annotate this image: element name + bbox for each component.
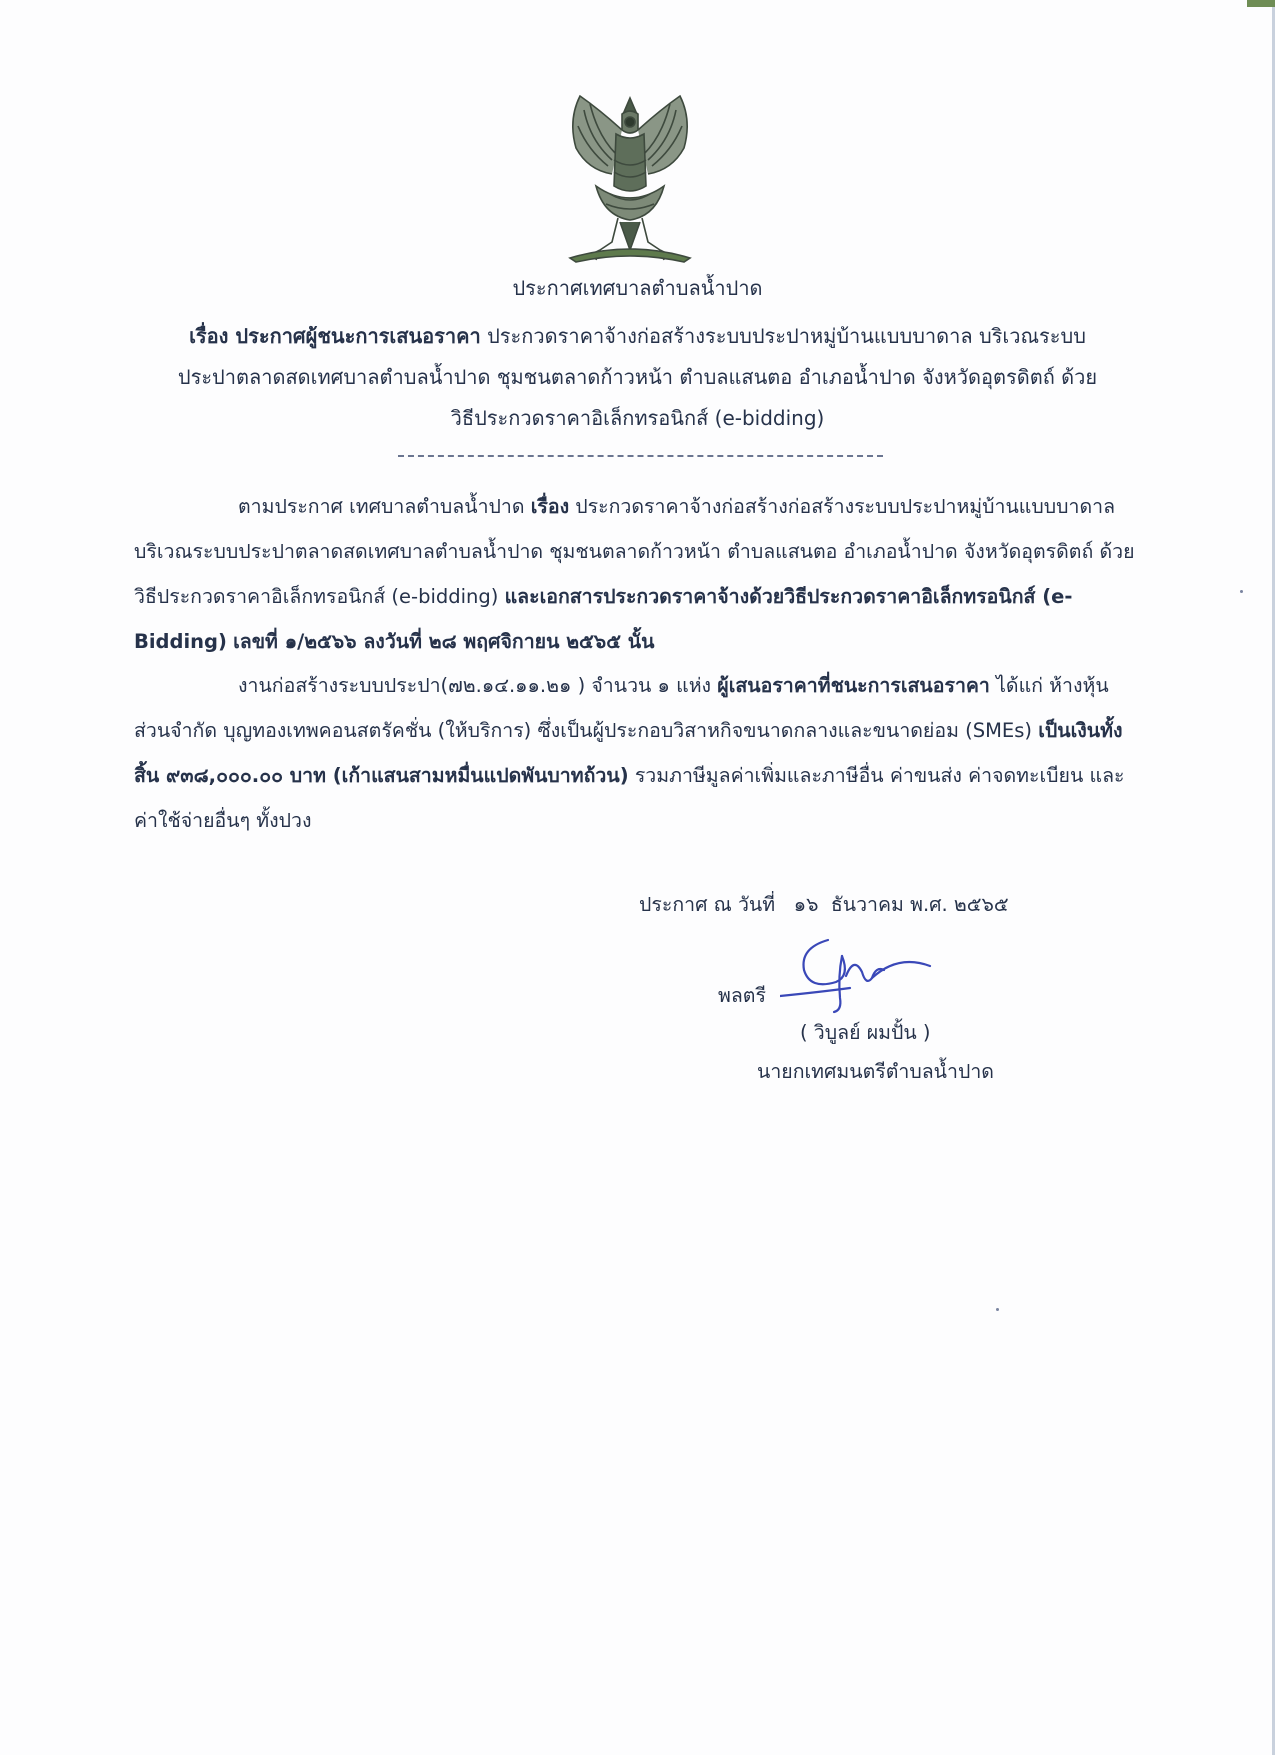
announcement-date (639, 889, 1009, 920)
signatory-rank: พลตรี (718, 984, 766, 1007)
paragraph-reference (134, 484, 1144, 664)
signatory-position: นายกเทศมนตรีตำบลน้ำปาด (757, 1060, 994, 1083)
handwritten-signature (780, 926, 960, 1016)
p1-text: ประกวดราคาจ้างก่อสร้างก่อสร้างระบบประปาหมู่บ้านแบบบาดาล บริเวณระบบประปาตลาดสดเทศบาลตำบลน้ำปาด ชุมชนตลาดก้าวหน้า ตำบลแสนตอ อำเภอน้ำปาด จังหวัดอุตรดิตถ์ ด้วยวิธีประกวดราคาอิเล็กทรอนิกส์ (e-bidding) (134, 495, 1135, 608)
date-prefix: ประกาศ ณ วันที่ (639, 893, 776, 916)
p2-awarded-to: ได้แก่ ห้างหุ้นส่วนจำกัด บุญทองเทพคอนสตรัคชั่น (ให้บริการ) (134, 674, 1109, 742)
p2-work: งานก่อสร้างระบบประปา(๗๒.๑๔.๑๑.๒๑ ) จำนวน ๑ แห่ง (238, 674, 712, 697)
date-day: ๑๖ (793, 893, 819, 916)
p1-subject-label: เรื่อง (530, 495, 570, 518)
separator-dashed (398, 455, 883, 457)
p2-sme: ซึ่งเป็นผู้ประกอบวิสาหกิจขนาดกลางและขนาดย่อม (SMEs) (537, 719, 1033, 742)
paragraph-award (134, 663, 1144, 843)
date-month-year: ธันวาคม พ.ศ. ๒๕๖๕ (830, 893, 1009, 916)
signatory-name: ( วิบูลย์ ผมปั้น ) (800, 1021, 931, 1044)
scan-speck (1240, 590, 1243, 593)
subject-label: เรื่อง ประกาศผู้ชนะการเสนอราคา (189, 324, 481, 348)
p2-amount: เป็นเงินทั้งสิ้น ๙๓๘,๐๐๐.๐๐ บาท (เก้าแสนสามหมื่นแปดพันบาทถ้วน) (134, 719, 1123, 787)
p2-tail: รวมภาษีมูลค่าเพิ่มและภาษีอื่น ค่าขนส่ง ค่าจดทะเบียน และค่าใช้จ่ายอื่นๆ ทั้งปวง (134, 764, 1125, 832)
p1-number: เลขที่ ๑/๒๕๖๖ ลงวันที่ ๒๘ พฤศจิกายน ๒๕๖๕ นั้น (233, 630, 655, 653)
subject-block (130, 316, 1145, 439)
scan-corner-mark (1247, 0, 1275, 7)
organization-heading: ประกาศเทศบาลตำบลน้ำปาด (512, 276, 763, 300)
p1-intro: ตามประกาศ เทศบาลตำบลน้ำปาด (238, 495, 525, 518)
subject-line-1: ประกวดราคาจ้างก่อสร้างระบบประปาหมู่บ้านแบบบาดาล บริเวณระบบ (487, 324, 1086, 348)
subject-line-2: ประปาตลาดสดเทศบาลตำบลน้ำปาด ชุมชนตลาดก้าวหน้า ตำบลแสนตอ อำเภอน้ำปาด จังหวัดอุตรดิตถ์ ด้วย (177, 365, 1098, 389)
subject-line-3: วิธีประกวดราคาอิเล็กทรอนิกส์ (e-bidding) (450, 406, 825, 430)
scan-speck (996, 1308, 999, 1311)
p2-winner-label: ผู้เสนอราคาที่ชนะการเสนอราคา (717, 674, 990, 697)
p1-docs: และเอกสารประกวดราคาจ้างด้วยวิธีประกวดราคาอิเล็กทรอนิกส์ (e-Bidding) (134, 585, 1073, 653)
garuda-emblem-icon (560, 90, 700, 266)
